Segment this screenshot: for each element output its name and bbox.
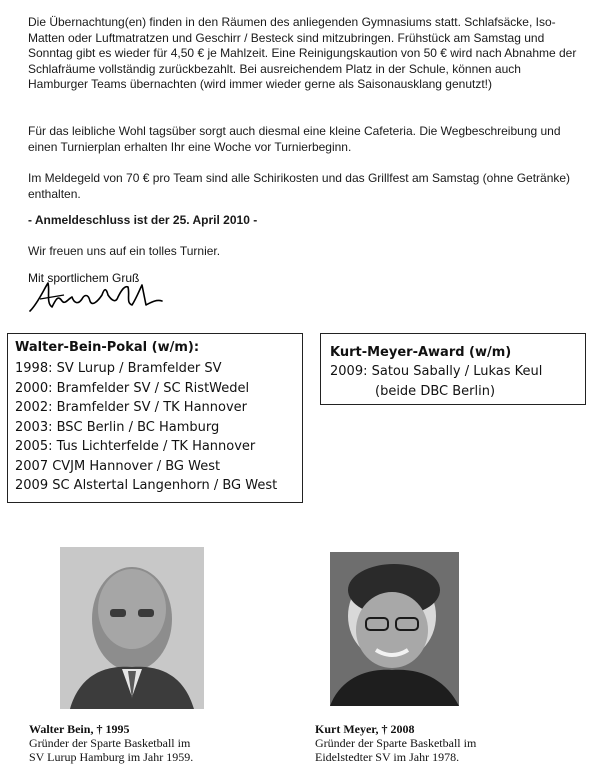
handwritten-signature [28, 277, 188, 319]
pokal-entry: 1998: SV Lurup / Bramfelder SV [15, 361, 222, 376]
registration-deadline: - Anmeldeschluss ist der 25. April 2010 - [28, 213, 258, 227]
pokal-entry: 2009 SC Alstertal Langenhorn / BG West [15, 478, 278, 493]
kurt-meyer-award-box [320, 333, 586, 405]
paragraph-accommodation: Die Übernachtung(en) finden in den Räumen des anliegenden Gymnasiums statt. Schlafsäcke, Iso-Matten oder Luftmatratzen und Geschirr / Besteck sind mitzubringen. Frühstück am Samstag und Sonntag gibt es wieder für 4,50 € je Mahlzeit. Eine Reinigungskaution von 50 € wird nach Abnahme der Schlafräume vollständig zurückbezahlt. Bei ausreichendem Platz in der Schule, können auch Hamburger Teams übernachten (wird immer wieder gerne als Saisonausklang genutzt!) [28, 15, 577, 91]
walter-bein-photo [60, 547, 204, 709]
pokal-entry: 2003: BSC Berlin / BC Hamburg [15, 419, 220, 435]
paragraph-catering: Für das leibliche Wohl tagsüber sorgt auch diesmal eine kleine Cafeteria. Die Wegbeschreibung und einen Turnierplan erhalten Ihr eine Woche vor Turnierbeginn. [28, 124, 561, 154]
award-title: Kurt-Meyer-Award (w/m) [330, 345, 512, 360]
kurt-meyer-caption [315, 722, 585, 764]
signature-block [28, 271, 188, 319]
pokal-entry: 2002: Bramfelder SV / TK Hannover [15, 400, 248, 415]
paragraph-closing-wish: Wir freuen uns auf ein tolles Turnier. [28, 244, 221, 258]
award-club: (beide DBC Berlin) [375, 383, 496, 399]
meyer-caption-line: Gründer der Sparte Basketball im [315, 736, 477, 750]
bein-caption-line: SV Lurup Hamburg im Jahr 1959. [29, 750, 194, 764]
kurt-meyer-photo [330, 552, 459, 706]
walter-bein-pokal-box [7, 333, 303, 503]
bein-caption-line: Gründer der Sparte Basketball im [29, 736, 191, 750]
pokal-entry: 2000: Bramfelder SV / SC RistWedel [15, 380, 250, 396]
pokal-entry: 2007 CVJM Hannover / BG West [15, 458, 221, 474]
paragraph-fee: Im Meldegeld von 70 € pro Team sind alle Schirikosten und das Grillfest am Samstag (ohne Getränke) enthalten. [28, 171, 571, 201]
bein-caption-name: Walter Bein, † 1995 [29, 722, 130, 736]
walter-bein-caption [29, 722, 289, 764]
pokal-title: Walter-Bein-Pokal (w/m): [15, 340, 200, 355]
meyer-caption-line: Eidelstedter SV im Jahr 1978. [315, 750, 460, 764]
pokal-entry: 2005: Tus Lichterfelde / TK Hannover [15, 439, 256, 454]
meyer-caption-name: Kurt Meyer, † 2008 [315, 722, 415, 736]
closing-greeting: Mit sportlichem Gruß [28, 271, 140, 285]
award-winners: 2009: Satou Sabally / Lukas Keul [330, 364, 543, 379]
